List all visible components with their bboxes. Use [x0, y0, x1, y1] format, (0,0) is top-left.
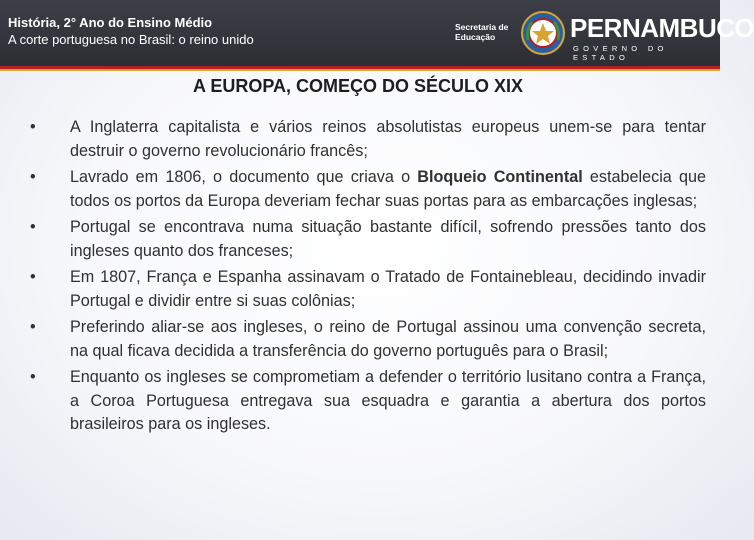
- bullet-text: Portugal se encontrava numa situação bastante difícil, sofrendo pressões tanto dos ingleses quanto dos franceses;: [70, 218, 706, 260]
- bullet-list: [30, 116, 706, 440]
- bullet-text: Lavrado em 1806, o documento que criava o: [70, 168, 418, 186]
- bullet-bold-term: Bloqueio Continental: [417, 168, 583, 186]
- course-label: História, 2° Ano do Ensino Médio: [8, 15, 213, 30]
- bullet-text: Enquanto os ingleses se comprometiam a defender o território lusitano contra a França, a Coroa Portuguesa entregava sua esquadra e garantia a abertura dos portos brasileiros para os ingleses.: [70, 368, 706, 433]
- header-divider-gold: [0, 69, 720, 71]
- bullet-item: [30, 316, 706, 363]
- secretaria-label: [455, 22, 508, 42]
- slide-header: [0, 0, 754, 66]
- bullet-item: [30, 116, 706, 163]
- state-coat-of-arms-icon: [520, 10, 566, 56]
- bullet-item: [30, 266, 706, 313]
- bullet-text: A Inglaterra capitalista e vários reinos absolutistas europeus unem-se para tentar destruir o governo revolucionário francês;: [70, 118, 706, 160]
- lesson-subtitle: A corte portuguesa no Brasil: o reino unido: [8, 32, 254, 47]
- brand-subtitle: GOVERNO DO ESTADO: [573, 44, 668, 62]
- brand-logo-text: PERNAMBUCO: [570, 13, 754, 43]
- secretaria-line-1: Secretaria de: [455, 22, 509, 32]
- slide-title: A EUROPA, COMEÇO DO SÉCULO XIX: [192, 76, 524, 96]
- bullet-item: [30, 216, 706, 263]
- bullet-text: Preferindo aliar-se aos ingleses, o reino de Portugal assinou uma convenção secreta, na qual ficava decidida a transferência do governo português para o Brasil;: [70, 318, 706, 360]
- bullet-text: estabelecia que todos os portos da Europa deveriam fechar suas portas para as embarcações inglesas;: [70, 168, 706, 210]
- secretaria-line-2: Educação: [455, 32, 496, 42]
- bullet-item: [30, 166, 706, 213]
- bullet-item: [30, 366, 706, 437]
- bullet-text: Em 1807, França e Espanha assinavam o Tratado de Fontainebleau, decidindo invadir Portugal e dividir entre si suas colônias;: [70, 268, 706, 310]
